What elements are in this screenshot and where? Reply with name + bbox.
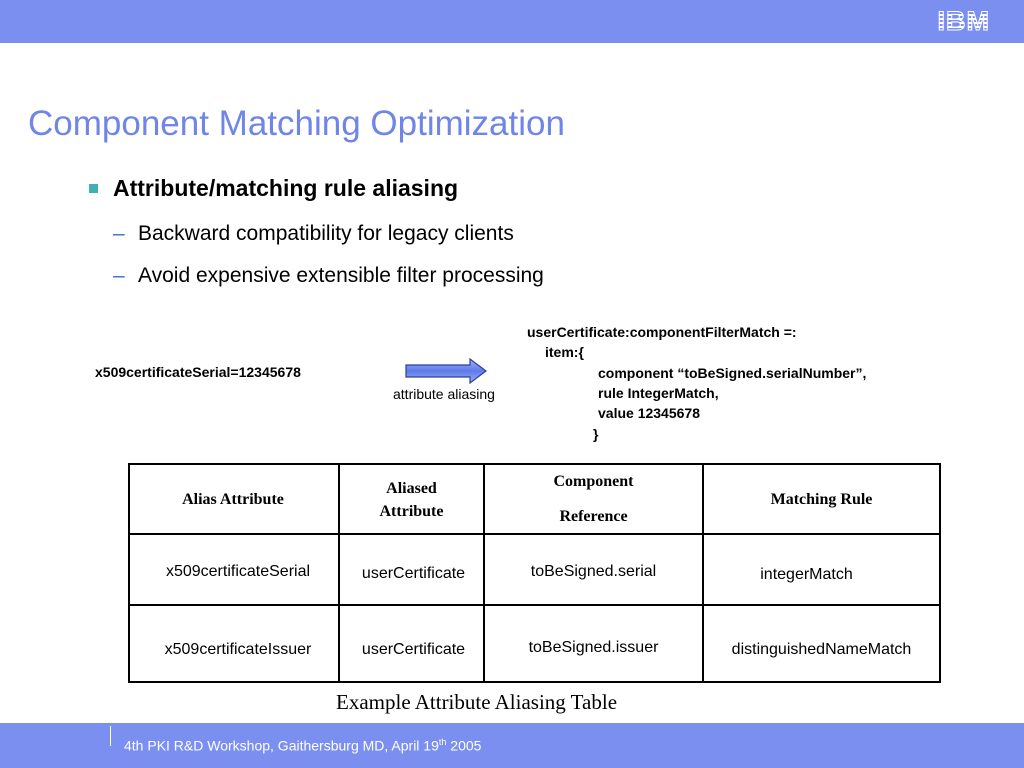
table-cell: distinguishedNameMatch (731, 641, 912, 658)
filter-line: component “toBeSigned.serialNumber”, (598, 365, 867, 381)
table-cell: x509certificateSerial (165, 563, 311, 580)
bullet-heading: Attribute/matching rule aliasing (113, 175, 459, 201)
table-cell: x509certificateIssuer (164, 641, 312, 658)
footer-divider (110, 726, 111, 746)
dash-bullet-icon: – (113, 222, 125, 245)
table-header: Matching Rule (770, 491, 873, 508)
filter-line: } (593, 426, 599, 442)
table-cell: integerMatch (760, 566, 853, 583)
ibm-logo: IBM (937, 6, 990, 36)
table-header: Aliased Attribute (379, 480, 444, 520)
table-divider (128, 604, 941, 606)
subbullet-2: Avoid expensive extensible filter processing (138, 264, 544, 287)
top-banner (0, 0, 1024, 43)
aliasing-table (128, 463, 941, 683)
filter-line: userCertificate:componentFilterMatch =: (527, 324, 797, 340)
alias-expression: x509certificateSerial=12345678 (95, 364, 301, 380)
filter-line: rule IntegerMatch, (598, 385, 719, 401)
table-cell: toBeSigned.issuer (528, 639, 659, 656)
dash-bullet-icon: – (113, 264, 125, 287)
square-bullet-icon (89, 184, 98, 193)
right-arrow-icon (404, 358, 488, 384)
table-caption: Example Attribute Aliasing Table (336, 690, 618, 714)
table-cell: userCertificate (361, 565, 466, 582)
filter-line: item:{ (545, 344, 584, 360)
table-cell: userCertificate (361, 641, 466, 658)
filter-line: value 12345678 (598, 405, 700, 421)
table-cell: toBeSigned.serial (530, 563, 657, 580)
table-header: Alias Attribute (182, 491, 284, 508)
table-divider (128, 533, 941, 535)
arrow-label: attribute aliasing (393, 386, 495, 402)
subbullet-1: Backward compatibility for legacy clients (138, 222, 514, 245)
table-header: Component Reference (553, 473, 634, 525)
footer-text: 4th PKI R&D Workshop, Gaithersburg MD, April 19th 2005 (124, 737, 482, 754)
slide-title: Component Matching Optimization (28, 104, 565, 143)
